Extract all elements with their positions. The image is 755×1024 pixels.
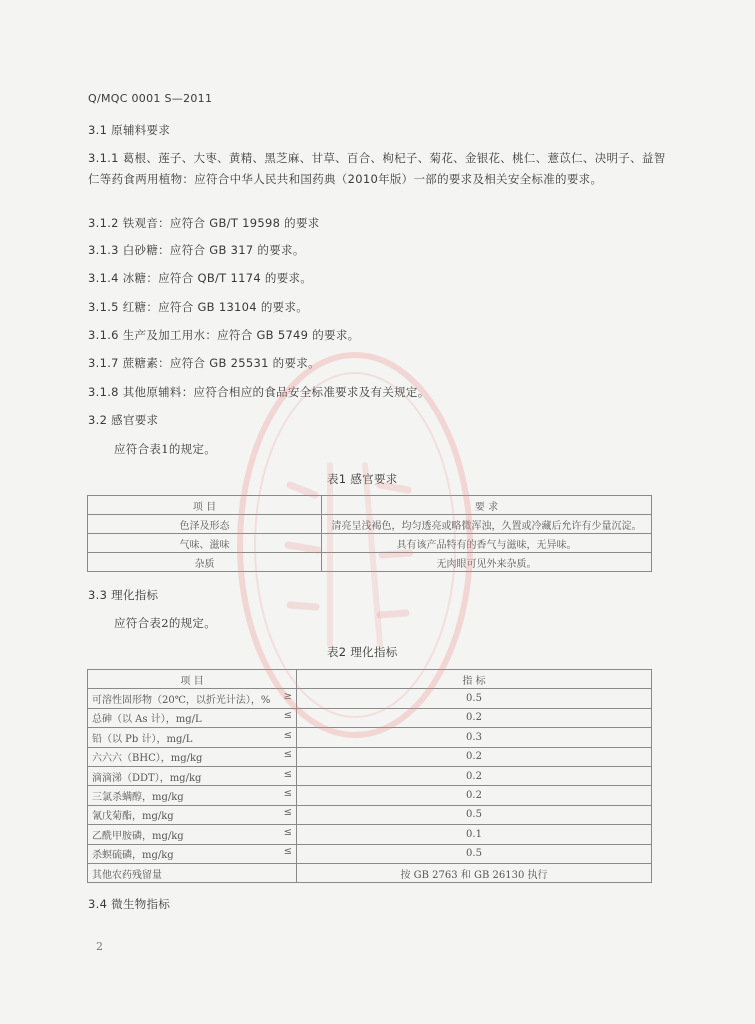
table-header-row (88, 496, 652, 515)
table-cell: 色泽及形态 (88, 515, 322, 534)
table-cell: 0.2 (297, 747, 652, 766)
section-3-2-text: 应符合表1的规定。 (114, 442, 217, 456)
table-cell: 具有该产品特有的香气与滋味，无异味。 (322, 534, 652, 553)
item-name: 总砷（以 As 计），mg/L (92, 714, 202, 726)
section-3-1-8: 3.1.8 其他原辅料：应符合相应的食品安全标准要求及有关规定。 (88, 385, 430, 399)
table-row (88, 844, 652, 863)
table-cell: 清亮呈浅褐色，均匀透亮或略微浑浊，久置或冷藏后允许有少量沉淀。 (322, 515, 652, 534)
table-cell (88, 728, 297, 747)
item-name: 其他农药残留量 (92, 869, 162, 881)
section-3-1-5: 3.1.5 红糖：应符合 GB 13104 的要求。 (88, 300, 309, 314)
table-cell: 0.1 (297, 825, 652, 844)
section-3-1-1: 3.1.1 葛根、莲子、大枣、黄精、黑芝麻、甘草、百合、枸杞子、菊花、金银花、桃仁、薏苡仁、决明子、益智仁等药食两用植物：应符合中华人民共和国药典（2010年版）一部的要求及相关安全标准的要求。 (88, 151, 666, 186)
item-name: 可溶性固形物（20℃，以折光计法），% (92, 695, 271, 707)
table-cell: 0.5 (297, 844, 652, 863)
table-cell: 按 GB 2763 和 GB 26130 执行 (297, 863, 652, 882)
table2-caption: 表2 理化指标 (327, 645, 398, 659)
table-row (88, 747, 652, 766)
item-name: 六六六（BHC），mg/kg (92, 753, 203, 765)
table-cell (88, 844, 297, 863)
item-name: 铅（以 Pb 计），mg/L (92, 733, 193, 745)
table-row (88, 805, 652, 824)
table-row (88, 863, 652, 882)
item-name: 乙酰甲胺磷，mg/kg (92, 830, 184, 842)
section-3-1-2: 3.1.2 铁观音：应符合 GB/T 19598 的要求 (88, 216, 320, 230)
table-cell: 0.3 (297, 728, 652, 747)
section-3-1-6: 3.1.6 生产及加工用水：应符合 GB 5749 的要求。 (88, 328, 360, 342)
table-cell: 0.2 (297, 786, 652, 805)
table-header-cell: 要 求 (322, 496, 652, 515)
section-3-3-text: 应符合表2的规定。 (114, 616, 217, 630)
item-name: 杀螟硫磷，mg/kg (92, 850, 174, 862)
table-cell: 0.2 (297, 708, 652, 727)
table-row (88, 728, 652, 747)
table-row (88, 825, 652, 844)
table-cell: 0.2 (297, 766, 652, 785)
table-row (88, 534, 652, 553)
table-row (88, 515, 652, 534)
table-cell (88, 747, 297, 766)
physicochemical-index-table (87, 669, 652, 883)
table-cell: 0.5 (297, 805, 652, 824)
table-cell: 无肉眼可见外来杂质。 (322, 553, 652, 572)
comparison-operator: ≤ (283, 846, 292, 858)
comparison-operator: ≤ (283, 826, 292, 838)
table-cell: 杂质 (88, 553, 322, 572)
comparison-operator: ≤ (283, 807, 292, 819)
comparison-operator: ≤ (283, 749, 292, 761)
table-row (88, 689, 652, 708)
item-name: 三氯杀螨醇，mg/kg (92, 792, 184, 804)
table-cell (88, 805, 297, 824)
comparison-operator: ≤ (283, 768, 292, 780)
standard-code: Q/MQC 0001 S—2011 (88, 92, 213, 105)
section-3-1-7: 3.1.7 蔗糖素：应符合 GB 25531 的要求。 (88, 356, 320, 370)
table-header-row (88, 670, 652, 689)
section-3-4-heading: 3.4 微生物指标 (88, 897, 171, 911)
table-cell: 气味、滋味 (88, 534, 322, 553)
table-row (88, 708, 652, 727)
table-cell: 0.5 (297, 689, 652, 708)
item-name: 氰戊菊酯，mg/kg (92, 811, 174, 823)
section-3-1-3: 3.1.3 白砂糖：应符合 GB 317 的要求。 (88, 243, 305, 257)
section-3-3-heading: 3.3 理化指标 (88, 588, 159, 602)
page-number: 2 (96, 940, 104, 953)
comparison-operator: ≤ (283, 729, 292, 741)
sensory-requirements-table (87, 495, 652, 572)
table-row (88, 553, 652, 572)
table-header-cell: 项 目 (88, 670, 297, 689)
table-header-cell: 项 目 (88, 496, 322, 515)
table-cell (88, 708, 297, 727)
table-cell (88, 863, 297, 882)
section-3-1-heading: 3.1 原辅料要求 (88, 123, 171, 137)
table1-caption: 表1 感官要求 (327, 472, 398, 486)
section-3-1-4: 3.1.4 冰糖：应符合 QB/T 1174 的要求。 (88, 271, 313, 285)
comparison-operator: ≤ (283, 710, 292, 722)
table-cell (88, 825, 297, 844)
table-header-cell: 指 标 (297, 670, 652, 689)
table-cell (88, 766, 297, 785)
comparison-operator: ≤ (283, 788, 292, 800)
table-row (88, 786, 652, 805)
table-cell (88, 786, 297, 805)
table-cell (88, 689, 297, 708)
item-name: 滴滴涕（DDT），mg/kg (92, 772, 202, 784)
section-3-2-heading: 3.2 感官要求 (88, 413, 159, 427)
table-row (88, 766, 652, 785)
comparison-operator: ≥ (283, 691, 292, 703)
